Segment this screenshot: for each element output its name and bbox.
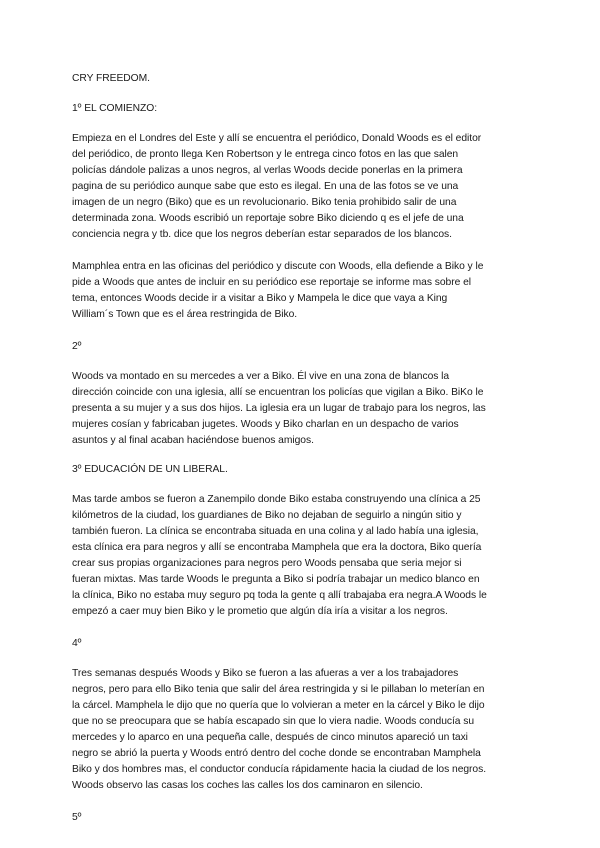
document-title: CRY FREEDOM. [72, 73, 150, 84]
section-4-paragraph-1: Tres semanas después Woods y Biko se fueron a las afueras a ver a los trabajadores negros, pero para ello Biko tenia que salir del área restringida y si le pillaban lo meterían en la cárcel. Mamphela le dijo que no quería que lo volvieran a meter en la cárcel y Biko le dijo que no se preocupara que se había escapado sin que lo viera nadie. Woods conducía su mercedes y lo aparco en una pequeña calle, después de cinco minutos apareció un taxi negro se abrió la puerta y Woods entró dentro del coche donde se encontraban Mamphela Biko y dos hombres mas, el conductor conducía rápidamente hacia la ciudad de los negros. Woods observo las casas los coches las calles los dos caminaron en silencio. [72, 668, 487, 791]
section-heading-4: 4º [72, 638, 82, 649]
section-1-paragraph-2: Mamphlea entra en las oficinas del periódico y discute con Woods, ella defiende a Biko y le pide a Woods que antes de incluir en su periódico ese reportaje se informe mas sobre el tema, entonces Woods decide ir a visitar a Biko y Mampela le dice que vaya a King William´s Town que es el área restringida de Biko. [72, 261, 484, 320]
document-body [72, 71, 532, 840]
section-2-paragraph-1: Woods va montado en su mercedes a ver a Biko. Él vive en una zona de blancos la dirección coincide con una iglesia, allí se encuentran los policías que vigilan a Biko. BiKo le presenta a su mujer y a sus dos hijos. La iglesia era un lugar de trabajo para los negros, las mujeres cosían y fabricaban jugetes. Woods y Biko charlan en un despacho de varios asuntos y al final acaban haciéndose buenos amigos. [72, 371, 486, 446]
section-3-paragraph-1: Mas tarde ambos se fueron a Zanempilo donde Biko estaba construyendo una clínica a 25 kilómetros de la ciudad, los guardianes de Biko no dejaban de seguirlo a ningún sitio y también fueron. La clínica se encontraba situada en una colina y al lado había una iglesia, esta clínica era para negros y allí se encontraba Mamphela que era la doctora, Biko quería crear sus propias organizaciones para negros pero Woods pensaba que seria mejor si fueran mixtas. Mas tarde Woods le pregunta a Biko si podría trabajar un medico blanco en la clínica, Biko no estaba muy seguro pq toda la gente q allí trabajaba era negra.A Woods le empezó a caer muy bien Biko y le prometio que algún día iría a visitar a los negros. [72, 494, 487, 617]
section-heading-5: 5º [72, 812, 82, 823]
section-heading-1: 1º EL COMIENZO: [72, 103, 158, 114]
section-heading-3: 3º EDUCACIÓN DE UN LIBERAL. [72, 464, 228, 475]
section-heading-2: 2º [72, 341, 82, 352]
section-1-paragraph-1: Empieza en el Londres del Este y allí se encuentra el periódico, Donald Woods es el editor del periódico, de pronto llega Ken Robertson y le entrega cinco fotos en las que salen policías dándole palizas a unos negros, al verlas Woods decide ponerlas en la primera pagina de su periódico aunque sabe que esto es ilegal. En una de las fotos se ve una imagen de un negro (Biko) que es un revolucionario. Biko tenia prohibido salir de una determinada zona. Woods escribió un reportaje sobre Biko diciendo q es el jefe de una conciencia negra y tb. dice que los negros deberían estar separados de los blancos. [72, 133, 482, 240]
